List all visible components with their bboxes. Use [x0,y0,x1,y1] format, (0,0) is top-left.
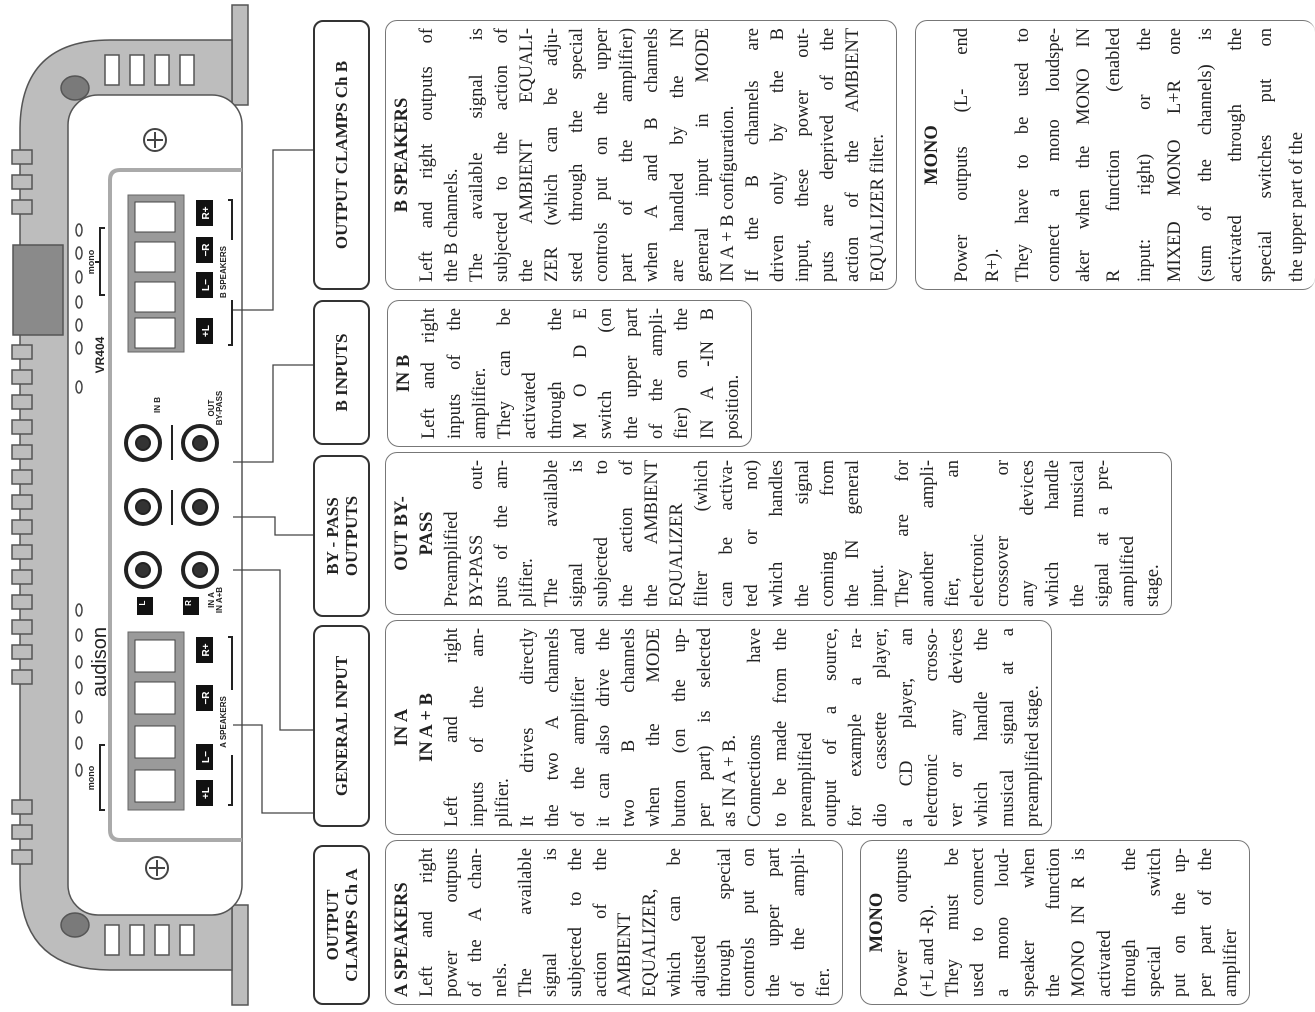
text-line: to be made from the [770,628,791,827]
terminal-label: R+ [201,643,212,657]
text-line: general input in MODE [692,28,713,282]
text-line: electronic [967,534,988,607]
text-line: inputs of the [444,308,465,439]
model-name: VR404 [93,336,107,374]
text-line: fier) on the [672,308,693,439]
text-line: Left and right [416,848,437,997]
in-a-label: IN A+B [215,586,224,614]
label-bypass-outputs [313,455,370,617]
text-line: M O D E [571,308,592,439]
in-a-description [385,620,1052,835]
box-heading: IN A + B [417,693,438,762]
text-line: EQUALIZER, [640,888,661,997]
text-line: crossover or [992,460,1013,607]
text-line: amplified [1117,536,1138,607]
text-line: ZER (which can be adju- [542,28,563,282]
text-line: activated [1094,930,1115,997]
text-line: input: right) or the [1134,28,1155,282]
text-line: It drives directly [518,628,539,827]
text-line: puts are deprived of the [817,28,838,282]
label-output-clamps-ch-b [313,20,370,290]
text-line: ted or not) [742,460,763,607]
text-line: stage. [1142,564,1163,607]
text-line: Left and right [419,308,440,439]
label-text: BY - PASS [322,497,342,575]
text-line: input, these power out- [792,28,813,282]
text-line: as IN A + B. [720,734,741,827]
text-line: the upper part [764,848,785,997]
text-line: signal is [540,848,561,997]
text-line: signal is [567,460,588,607]
terminal-label: R+ [201,206,212,220]
text-line: EQUALIZER filter. [867,134,888,282]
text-line: when the MODE [644,628,665,827]
text-line: subjected to the [565,848,586,997]
label-text: OUTPUTS [341,495,361,577]
mono-label-b: mono [86,249,96,275]
text-line: musical signal at a [997,628,1018,827]
text-line: Power outputs [892,848,913,997]
text-line: IN A -IN B [697,308,718,439]
terminal-label: −R [201,243,212,257]
text-line: the function [1043,848,1064,997]
text-line: MIXED MONO L+R one [1165,28,1186,282]
label-text: CLAMPS Ch A [341,868,361,982]
a-speakers-description [385,840,843,1005]
text-line: (+L and -R). [917,904,938,997]
text-line: The available signal is [467,28,488,282]
terminal-label: +L [201,787,212,799]
text-line: filter (which [692,460,713,607]
text-line: two B channels [619,628,640,827]
mono-label-a: mono [86,765,96,791]
box-heading: IN B [394,354,414,393]
text-line: Left and right [442,628,463,827]
text-line: any devices [1017,460,1038,607]
label-text: OUTPUT CLAMPS Ch B [332,60,351,250]
box-heading: MONO [922,125,942,185]
text-line: per part of the [1195,848,1216,997]
text-line: the musical [1067,460,1088,607]
terminal-label: −R [201,691,212,705]
text-line: fier, an [942,460,963,607]
text-line: inputs of the am- [467,628,488,827]
box-heading: MONO [867,892,887,953]
text-line: the IN general [842,460,863,607]
text-line: the upper part of the [1286,132,1307,282]
text-line: Power outputs (L- end [952,28,973,282]
terminal-label: L− [201,751,212,763]
text-line: action of the [590,848,611,997]
text-line: sted through the special [567,28,588,282]
text-line: plifier. [517,558,538,607]
b-speakers-label: B SPEAKERS [219,245,228,299]
in-b-description [387,300,752,447]
text-line: MONO IN R is [1069,848,1090,997]
text-line: Preamplified [442,511,463,607]
text-line: coming from [817,460,838,607]
text-line: it can also drive the [593,628,614,827]
box-heading: IN A [392,708,412,747]
text-line: Left and right outputs of [417,28,438,282]
b-speakers-description [385,20,897,290]
in-a-label: IN A [207,592,216,608]
text-line: activated [520,372,541,439]
a-speakers-label: A SPEAKERS [219,696,228,748]
text-line: AMBIENT [615,912,636,997]
box-heading: A SPEAKERS [392,882,412,997]
text-line: They can be [495,308,516,439]
text-line: for example a ra- [846,628,867,827]
text-line: switch (on [596,308,617,439]
text-line: the action of [617,460,638,607]
text-line: They are for [892,460,913,607]
text-line: preamplified stage. [1022,685,1043,827]
text-line: R+). [982,248,1003,282]
text-line: subjected to the action of [492,28,513,282]
text-line: (sum of the channels) is [1195,28,1216,282]
text-line: the AMBIENT EQUALI- [517,28,538,282]
text-line: the signal [792,460,813,607]
box-heading: B SPEAKERS [392,97,412,213]
label-text: OUTPUT [322,889,342,961]
mono-b-description [915,20,1315,290]
text-line: the upper part [621,308,642,439]
out-bypass-label: OUT [207,399,216,417]
text-line: can be activa- [717,460,738,607]
text-line: a CD player, an [896,628,917,827]
text-line: nels. [491,962,512,997]
text-line: driven only by the B [767,28,788,282]
text-line: plifier. [492,778,513,827]
label-text: B INPUTS [332,333,351,412]
text-line: electronic crosso- [921,628,942,827]
text-line: IN A + B configuration. [717,105,738,282]
text-line: EQUALIZER [667,503,688,607]
text-line: adjusted [689,935,710,997]
text-line: another ampli- [917,460,938,607]
text-line: position. [722,374,743,439]
box-heading: PASS [417,511,438,556]
text-line: of the ampli- [789,848,809,997]
text-line: of the amplifier and [568,628,589,827]
text-line: If the B channels are [742,28,763,282]
out-bypass-description [385,452,1172,615]
text-line: special switches put on [1256,28,1277,282]
text-line: amplifier. [469,367,490,439]
label-text: GENERAL INPUT [332,655,351,797]
text-line: puts of the am- [492,460,513,607]
text-line: button (on the up- [669,628,690,827]
text-line: of the ampli- [646,308,667,439]
text-line: part of the amplifier) [617,28,638,282]
text-line: controls put on [739,848,760,997]
text-line: amplifier [1220,929,1241,997]
text-line: which can be [664,848,685,997]
text-line: BY-PASS out- [467,460,488,607]
terminal-label: L− [201,279,212,291]
text-line: the B channels. [442,168,463,282]
text-line: input. [867,564,888,607]
text-line: output of a source, [820,628,841,827]
text-line: Connections have [745,628,766,827]
text-line: which handle the [972,628,993,827]
brand-logo: audison [89,626,111,698]
label-general-input [313,625,370,827]
text-line: subjected to [592,460,613,607]
out-bypass-label: BY-PASS [215,390,224,426]
text-line: special switch [1145,848,1166,997]
text-line: which handles [767,460,788,607]
text-line: through the [545,308,566,439]
text-line: fier. [813,967,834,997]
text-line: R function (enabled [1104,28,1125,282]
text-line: signal at a pre- [1092,460,1113,607]
text-line: the AMBIENT [642,460,663,607]
terminal-label: +L [201,325,212,337]
in-b-label: IN B [153,397,162,413]
text-line: put on the up- [1170,848,1191,997]
text-line: preamplified [795,732,816,827]
text-line: of the A chan- [466,848,487,997]
rca-l-label: L [138,600,147,606]
text-line: They must be [942,848,963,997]
text-line: which handle [1042,460,1063,607]
text-line: connect a mono loudspe- [1043,28,1064,282]
text-line: when A and B channels [642,28,663,282]
text-line: They have to be used to [1013,28,1034,282]
text-line: activated through the [1226,28,1247,282]
text-line: aker when the MONO IN [1074,28,1095,282]
text-line: are handled by the IN [667,28,688,282]
text-line: power outputs [441,848,462,997]
text-line: used to connect [968,848,989,997]
text-line: The available [542,460,563,607]
text-line: ver or any devices [947,628,968,827]
rca-r-label: R [184,600,193,606]
text-line: a mono loud- [993,848,1014,997]
label-b-inputs [313,300,370,445]
text-line: per part) is selected [694,628,715,827]
mono-a-description [860,840,1250,1005]
box-heading: OUT BY- [392,496,412,571]
text-line: through special [714,848,735,997]
label-output-clamps-ch-a [313,845,370,1005]
text-line: The available [516,848,537,997]
text-line: through the [1119,848,1140,997]
text-line: action of the AMBIENT [842,28,863,282]
text-line: the two A channels [543,628,564,827]
text-line: controls put on the upper [592,28,613,282]
text-line: speaker when [1018,848,1039,997]
text-line: dio cassette player, [871,628,892,827]
